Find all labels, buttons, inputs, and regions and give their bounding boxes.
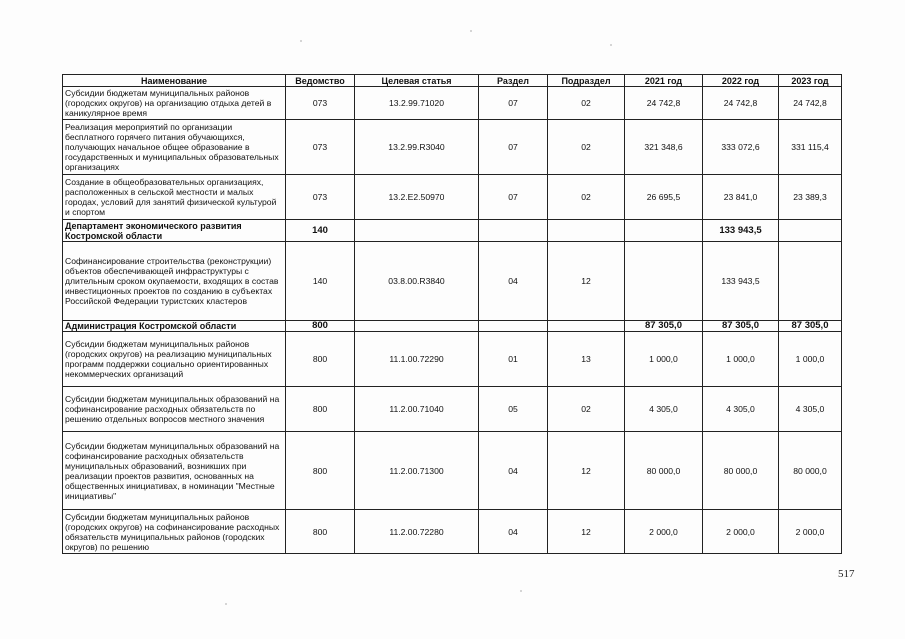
cell-subsection bbox=[548, 220, 625, 242]
cell-target-article bbox=[355, 220, 479, 242]
cell-year-2023: 24 742,8 bbox=[779, 87, 842, 120]
cell-department: 140 bbox=[286, 220, 355, 242]
cell-year-2021: 321 348,6 bbox=[625, 120, 703, 175]
cell-target-article: 11.1.00.72290 bbox=[355, 332, 479, 387]
cell-target-article: 13.2.Е2.50970 bbox=[355, 175, 479, 220]
cell-department: 800 bbox=[286, 332, 355, 387]
cell-department: 140 bbox=[286, 242, 355, 321]
cell-department: 800 bbox=[286, 321, 355, 332]
scan-speck bbox=[225, 603, 227, 605]
cell-name: Реализация мероприятий по организации бесплатного горячего питания обучающихся, получающих начальное общее образование в государственных и муниципальных образовательных организациях bbox=[63, 120, 286, 175]
cell-name: Департамент экономического развития Костромской области bbox=[63, 220, 286, 242]
cell-year-2021: 24 742,8 bbox=[625, 87, 703, 120]
cell-year-2022: 2 000,0 bbox=[703, 510, 779, 554]
cell-year-2023: 80 000,0 bbox=[779, 432, 842, 510]
table-row bbox=[63, 242, 842, 321]
cell-name: Субсидии бюджетам муниципальных районов (городских округов) на организацию отдыха детей в каникулярное время bbox=[63, 87, 286, 120]
cell-section: 07 bbox=[479, 175, 548, 220]
cell-name: Субсидии бюджетам муниципальных районов (городских округов) на реализацию муниципальных программ поддержки социально ориентированных некоммерческих организаций bbox=[63, 332, 286, 387]
cell-subsection: 12 bbox=[548, 432, 625, 510]
cell-target-article bbox=[355, 321, 479, 332]
table-row bbox=[63, 432, 842, 510]
cell-subsection: 12 bbox=[548, 510, 625, 554]
table-header-row bbox=[63, 75, 842, 87]
cell-year-2022: 23 841,0 bbox=[703, 175, 779, 220]
cell-year-2023: 87 305,0 bbox=[779, 321, 842, 332]
cell-year-2022: 24 742,8 bbox=[703, 87, 779, 120]
cell-target-article: 13.2.99.R3040 bbox=[355, 120, 479, 175]
scan-speck bbox=[610, 44, 612, 46]
cell-target-article: 03.8.00.R3840 bbox=[355, 242, 479, 321]
cell-year-2021: 80 000,0 bbox=[625, 432, 703, 510]
cell-target-article: 11.2.00.71040 bbox=[355, 387, 479, 432]
cell-year-2022: 1 000,0 bbox=[703, 332, 779, 387]
cell-year-2022: 80 000,0 bbox=[703, 432, 779, 510]
table-row bbox=[63, 332, 842, 387]
department-row bbox=[63, 220, 842, 242]
cell-subsection: 02 bbox=[548, 120, 625, 175]
cell-year-2021: 1 000,0 bbox=[625, 332, 703, 387]
cell-subsection: 12 bbox=[548, 242, 625, 321]
cell-subsection: 02 bbox=[548, 387, 625, 432]
cell-department: 800 bbox=[286, 387, 355, 432]
cell-department: 073 bbox=[286, 175, 355, 220]
cell-name: Субсидии бюджетам муниципальных образований на софинансирование расходных обязательств по решению отдельных вопросов местного значения bbox=[63, 387, 286, 432]
cell-year-2022: 133 943,5 bbox=[703, 220, 779, 242]
header-year-2023: 2023 год bbox=[779, 75, 842, 87]
cell-year-2021 bbox=[625, 220, 703, 242]
cell-year-2021: 2 000,0 bbox=[625, 510, 703, 554]
cell-department: 073 bbox=[286, 87, 355, 120]
table-row bbox=[63, 120, 842, 175]
cell-section bbox=[479, 220, 548, 242]
cell-year-2023: 2 000,0 bbox=[779, 510, 842, 554]
cell-subsection: 02 bbox=[548, 87, 625, 120]
cell-year-2022: 133 943,5 bbox=[703, 242, 779, 321]
cell-section: 04 bbox=[479, 242, 548, 321]
header-subsection: Подраздел bbox=[548, 75, 625, 87]
cell-department: 073 bbox=[286, 120, 355, 175]
cell-year-2022: 333 072,6 bbox=[703, 120, 779, 175]
budget-table bbox=[62, 74, 842, 554]
cell-section: 04 bbox=[479, 432, 548, 510]
cell-year-2022: 4 305,0 bbox=[703, 387, 779, 432]
cell-target-article: 11.2.00.71300 bbox=[355, 432, 479, 510]
cell-section: 04 bbox=[479, 510, 548, 554]
header-section: Раздел bbox=[479, 75, 548, 87]
table-row bbox=[63, 387, 842, 432]
department-row bbox=[63, 321, 842, 332]
scan-speck bbox=[300, 40, 302, 42]
cell-year-2021: 26 695,5 bbox=[625, 175, 703, 220]
scan-speck bbox=[520, 590, 522, 592]
cell-year-2021: 4 305,0 bbox=[625, 387, 703, 432]
cell-department: 800 bbox=[286, 510, 355, 554]
cell-name: Субсидии бюджетам муниципальных районов (городских округов) на софинансирование расходных обязательств муниципальных районов (городских округов) по решению bbox=[63, 510, 286, 554]
header-target-article: Целевая статья bbox=[355, 75, 479, 87]
cell-section: 07 bbox=[479, 87, 548, 120]
cell-year-2021: 87 305,0 bbox=[625, 321, 703, 332]
cell-name: Администрация Костромской области bbox=[63, 321, 286, 332]
cell-target-article: 13.2.99.71020 bbox=[355, 87, 479, 120]
header-year-2021: 2021 год bbox=[625, 75, 703, 87]
cell-section: 07 bbox=[479, 120, 548, 175]
cell-section bbox=[479, 321, 548, 332]
cell-year-2023: 23 389,3 bbox=[779, 175, 842, 220]
cell-name: Создание в общеобразовательных организациях, расположенных в сельской местности и малых городах, условий для занятий физической культурой и спортом bbox=[63, 175, 286, 220]
cell-year-2023: 1 000,0 bbox=[779, 332, 842, 387]
cell-subsection: 13 bbox=[548, 332, 625, 387]
table-row bbox=[63, 510, 842, 554]
cell-name: Субсидии бюджетам муниципальных образований на софинансирование расходных обязательств муниципальных образований, возникших при реализации проектов развития, основанных на общественных инициативах, в номинации "Местные инициативы" bbox=[63, 432, 286, 510]
cell-section: 05 bbox=[479, 387, 548, 432]
cell-year-2023: 4 305,0 bbox=[779, 387, 842, 432]
page-number: 517 bbox=[838, 568, 855, 580]
cell-subsection bbox=[548, 321, 625, 332]
header-name: Наименование bbox=[63, 75, 286, 87]
cell-year-2022: 87 305,0 bbox=[703, 321, 779, 332]
cell-year-2023: 331 115,4 bbox=[779, 120, 842, 175]
cell-department: 800 bbox=[286, 432, 355, 510]
cell-year-2023 bbox=[779, 220, 842, 242]
header-year-2022: 2022 год bbox=[703, 75, 779, 87]
cell-year-2023 bbox=[779, 242, 842, 321]
scan-speck bbox=[470, 30, 472, 32]
header-department: Ведомство bbox=[286, 75, 355, 87]
table-row bbox=[63, 87, 842, 120]
cell-subsection: 02 bbox=[548, 175, 625, 220]
cell-name: Софинансирование строительства (реконструкции) объектов обеспечивающей инфраструктуры с длительным сроком окупаемости, входящих в состав инвестиционных проектов по созданию в субъектах Российской Федерации туристских кластеров bbox=[63, 242, 286, 321]
cell-target-article: 11.2.00.72280 bbox=[355, 510, 479, 554]
cell-section: 01 bbox=[479, 332, 548, 387]
table-row bbox=[63, 175, 842, 220]
cell-year-2021 bbox=[625, 242, 703, 321]
